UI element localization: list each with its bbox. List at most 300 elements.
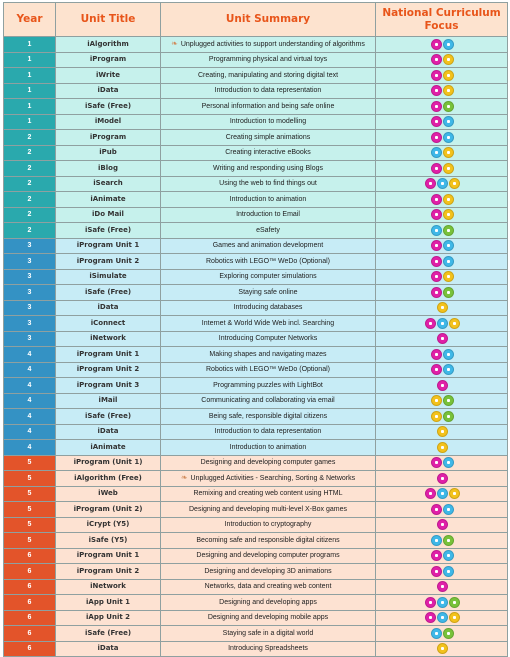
unit-summary-cell: [161, 626, 376, 642]
table-row: [4, 145, 508, 161]
unit-summary-header: Unit Summary: [161, 3, 376, 37]
computer-science-icon: [431, 209, 442, 220]
unit-summary-text: Introduction to modelling: [229, 118, 307, 126]
table-row: [4, 471, 508, 487]
table-row: [4, 52, 508, 68]
unit-summary-cell: [161, 393, 376, 409]
curriculum-table: [3, 2, 508, 657]
year-cell: 6: [4, 610, 56, 626]
unit-summary-cell: [161, 595, 376, 611]
table-row: [4, 626, 508, 642]
unit-title-cell: iWeb: [56, 486, 161, 502]
computer-science-icon: [431, 364, 442, 375]
computer-science-icon: [431, 271, 442, 282]
unit-title-cell: iApp Unit 2: [56, 610, 161, 626]
information-technology-icon: [443, 256, 454, 267]
unit-title-cell: iProgram: [56, 130, 161, 146]
computer-science-icon: [431, 240, 442, 251]
unit-summary-text: Exploring computer simulations: [219, 273, 317, 281]
information-technology-icon: [443, 457, 454, 468]
unit-title-cell: iBlog: [56, 161, 161, 177]
curriculum-focus-header: National Curriculum Focus: [376, 3, 508, 37]
unit-summary-text: Programming puzzles with LightBot: [213, 381, 323, 389]
unit-summary-text: Programming physical and virtual toys: [208, 56, 328, 64]
unit-summary-cell: [161, 316, 376, 332]
curriculum-focus-cell: [376, 564, 508, 580]
esafety-icon: [443, 101, 454, 112]
unit-summary-cell: [161, 285, 376, 301]
digital-literacy-icon: [437, 426, 448, 437]
unit-summary-text: Becoming safe and responsible digital citizens: [196, 536, 340, 544]
table-row: [4, 130, 508, 146]
unit-summary-cell: [161, 347, 376, 363]
unit-summary-text: Introduction to animation: [229, 195, 307, 203]
year-cell: 5: [4, 455, 56, 471]
table-row: [4, 269, 508, 285]
information-technology-icon: [443, 116, 454, 127]
curriculum-focus-cell: [376, 393, 508, 409]
table-row: [4, 579, 508, 595]
unit-title-cell: iData: [56, 424, 161, 440]
computer-science-icon: [431, 504, 442, 515]
unit-summary-text: Creating, manipulating and storing digital text: [197, 71, 339, 79]
computer-science-icon: [425, 318, 436, 329]
digital-literacy-icon: [443, 163, 454, 174]
unit-title-cell: iModel: [56, 114, 161, 130]
digital-literacy-icon: [449, 488, 460, 499]
table-row: [4, 486, 508, 502]
computer-science-icon: [431, 132, 442, 143]
unit-title-cell: iCrypt (Y5): [56, 517, 161, 533]
curriculum-focus-cell: [376, 424, 508, 440]
digital-literacy-icon: [443, 147, 454, 158]
curriculum-focus-cell: [376, 347, 508, 363]
esafety-icon: [449, 597, 460, 608]
unit-summary-text: Designing and developing computer games: [200, 459, 336, 467]
curriculum-focus-cell: [376, 409, 508, 425]
year-cell: 6: [4, 626, 56, 642]
unit-title-cell: iProgram (Unit 2): [56, 502, 161, 518]
year-cell: 1: [4, 83, 56, 99]
computer-science-icon: [431, 457, 442, 468]
unit-summary-text: Personal information and being safe online: [201, 102, 335, 110]
unit-summary-text: Unplugged Activities - Searching, Sorting & Networks: [190, 474, 356, 482]
unit-summary-text: Designing and developing 3D animations: [204, 567, 332, 575]
curriculum-focus-cell: [376, 455, 508, 471]
table-row: [4, 533, 508, 549]
unit-title-cell: iConnect: [56, 316, 161, 332]
unit-summary-cell: [161, 409, 376, 425]
unit-summary-cell: [161, 269, 376, 285]
unit-summary-cell: [161, 610, 376, 626]
curriculum-focus-cell: [376, 223, 508, 239]
year-cell: 2: [4, 130, 56, 146]
unit-summary-text: Networks, data and creating web content: [204, 583, 332, 591]
computer-science-icon: [431, 163, 442, 174]
unit-summary-text: Writing and responding using Blogs: [213, 164, 323, 172]
year-cell: 6: [4, 595, 56, 611]
esafety-icon: [443, 395, 454, 406]
computer-science-icon: [437, 333, 448, 344]
curriculum-focus-cell: [376, 192, 508, 208]
table-row: [4, 409, 508, 425]
curriculum-focus-cell: [376, 378, 508, 394]
computer-science-icon: [431, 85, 442, 96]
unit-title-cell: iAnimate: [56, 440, 161, 456]
unit-title-cell: iSafe (Free): [56, 99, 161, 115]
unit-summary-cell: [161, 192, 376, 208]
table-row: [4, 424, 508, 440]
unit-title-cell: iMail: [56, 393, 161, 409]
unit-summary-cell: [161, 564, 376, 580]
curriculum-focus-cell: [376, 316, 508, 332]
computer-science-icon: [437, 473, 448, 484]
unit-title-cell: iDo Mail: [56, 207, 161, 223]
computer-science-icon: [425, 178, 436, 189]
unit-title-cell: iSafe (Free): [56, 409, 161, 425]
curriculum-focus-cell: [376, 37, 508, 53]
table-body: [4, 37, 508, 657]
table-row: [4, 362, 508, 378]
digital-literacy-icon: [437, 302, 448, 313]
digital-literacy-icon: [449, 318, 460, 329]
unit-title-cell: iSafe (Free): [56, 626, 161, 642]
unit-summary-text: Creating interactive eBooks: [225, 149, 311, 157]
unit-summary-cell: [161, 533, 376, 549]
table-row: [4, 455, 508, 471]
year-cell: 5: [4, 533, 56, 549]
unit-title-cell: iProgram Unit 1: [56, 238, 161, 254]
information-technology-icon: [437, 488, 448, 499]
curriculum-focus-cell: [376, 254, 508, 270]
unit-summary-cell: [161, 300, 376, 316]
unit-summary-text: Remixing and creating web content using HTML: [193, 490, 343, 498]
digital-literacy-icon: [431, 395, 442, 406]
information-technology-icon: [443, 364, 454, 375]
information-technology-icon: [443, 349, 454, 360]
curriculum-focus-cell: [376, 517, 508, 533]
information-technology-icon: [443, 550, 454, 561]
curriculum-focus-cell: [376, 471, 508, 487]
information-technology-icon: [443, 504, 454, 515]
year-cell: 5: [4, 517, 56, 533]
computer-science-icon: [437, 581, 448, 592]
table-row: [4, 37, 508, 53]
information-technology-icon: [437, 612, 448, 623]
table-row: [4, 192, 508, 208]
unit-summary-text: Designing and developing computer programs: [196, 552, 340, 560]
unit-title-cell: iAlgorithm (Free): [56, 471, 161, 487]
year-cell: 6: [4, 564, 56, 580]
header-row: [4, 3, 508, 37]
information-technology-icon: [443, 39, 454, 50]
table-row: [4, 176, 508, 192]
unit-summary-cell: [161, 114, 376, 130]
unit-summary-text: Staying safe in a digital world: [222, 629, 314, 637]
unit-summary-cell: [161, 579, 376, 595]
unit-title-cell: iData: [56, 641, 161, 657]
unit-title-cell: iSafe (Free): [56, 285, 161, 301]
curriculum-focus-cell: [376, 610, 508, 626]
unit-summary-cell: [161, 238, 376, 254]
unit-title-cell: iPub: [56, 145, 161, 161]
table-row: [4, 517, 508, 533]
unit-title-cell: iProgram Unit 2: [56, 254, 161, 270]
unit-summary-cell: [161, 145, 376, 161]
computer-science-icon: [437, 519, 448, 530]
unplugged-leaf-icon: ❧: [180, 472, 188, 482]
unit-summary-cell: [161, 161, 376, 177]
curriculum-focus-cell: [376, 161, 508, 177]
year-cell: 2: [4, 145, 56, 161]
unit-title-cell: iApp Unit 1: [56, 595, 161, 611]
unit-summary-text: Designing and developing mobile apps: [207, 614, 329, 622]
curriculum-focus-cell: [376, 440, 508, 456]
unit-title-cell: iNetwork: [56, 579, 161, 595]
unit-summary-text: Creating simple animations: [225, 133, 311, 141]
unit-title-cell: iAlgorithm: [56, 37, 161, 53]
unit-summary-cell: [161, 486, 376, 502]
digital-literacy-icon: [449, 178, 460, 189]
computer-science-icon: [431, 287, 442, 298]
table-row: [4, 378, 508, 394]
unit-summary-text: Introducing Spreadsheets: [228, 645, 308, 653]
year-cell: 2: [4, 161, 56, 177]
year-cell: 4: [4, 424, 56, 440]
digital-literacy-icon: [443, 70, 454, 81]
unit-title-cell: iProgram Unit 1: [56, 347, 161, 363]
year-cell: 1: [4, 37, 56, 53]
curriculum-focus-cell: [376, 548, 508, 564]
unplugged-leaf-icon: ❧: [171, 38, 178, 48]
unit-title-cell: iProgram: [56, 52, 161, 68]
table-row: [4, 83, 508, 99]
unit-summary-cell: [161, 517, 376, 533]
unit-summary-text: Introduction to cryptography: [224, 521, 312, 529]
unit-summary-text: Games and animation development: [212, 242, 324, 250]
table-row: [4, 595, 508, 611]
unit-summary-text: Robotics with LEGO™ WeDo (Optional): [206, 257, 330, 265]
computer-science-icon: [431, 116, 442, 127]
table-row: [4, 114, 508, 130]
unit-summary-text: Introduction to data representation: [214, 428, 322, 436]
unit-title-cell: iProgram (Unit 1): [56, 455, 161, 471]
curriculum-focus-cell: [376, 269, 508, 285]
curriculum-focus-cell: [376, 207, 508, 223]
curriculum-focus-cell: [376, 145, 508, 161]
year-cell: 3: [4, 254, 56, 270]
unit-summary-cell: [161, 52, 376, 68]
year-cell: 3: [4, 238, 56, 254]
unit-title-cell: iProgram Unit 3: [56, 378, 161, 394]
year-cell: 2: [4, 207, 56, 223]
unit-summary-cell: [161, 471, 376, 487]
unit-summary-cell: [161, 378, 376, 394]
year-cell: 5: [4, 471, 56, 487]
year-cell: 1: [4, 52, 56, 68]
table-row: [4, 502, 508, 518]
esafety-icon: [443, 225, 454, 236]
unit-summary-text: Designing and developing apps: [219, 598, 317, 606]
table-row: [4, 393, 508, 409]
unit-title-cell: iWrite: [56, 68, 161, 84]
unit-summary-text: Using the web to find things out: [219, 180, 317, 188]
curriculum-focus-cell: [376, 176, 508, 192]
unit-title-cell: iProgram Unit 1: [56, 548, 161, 564]
year-cell: 4: [4, 362, 56, 378]
digital-literacy-icon: [443, 54, 454, 65]
computer-science-icon: [431, 70, 442, 81]
year-cell: 6: [4, 548, 56, 564]
unit-summary-cell: [161, 455, 376, 471]
information-technology-icon: [443, 566, 454, 577]
unit-summary-text: Designing and developing multi-level X-Box games: [189, 505, 347, 513]
computer-science-icon: [431, 39, 442, 50]
year-cell: 3: [4, 316, 56, 332]
table-row: [4, 610, 508, 626]
year-cell: 5: [4, 502, 56, 518]
curriculum-focus-cell: [376, 285, 508, 301]
year-cell: 4: [4, 378, 56, 394]
curriculum-focus-cell: [376, 331, 508, 347]
unit-summary-text: Introducing databases: [233, 304, 303, 312]
unit-summary-cell: [161, 440, 376, 456]
esafety-icon: [443, 411, 454, 422]
unit-summary-text: Introduction to data representation: [214, 87, 322, 95]
year-cell: 1: [4, 114, 56, 130]
information-technology-icon: [431, 147, 442, 158]
table-row: [4, 347, 508, 363]
unit-title-cell: iSafe (Y5): [56, 533, 161, 549]
year-cell: 1: [4, 68, 56, 84]
table-row: [4, 223, 508, 239]
unit-title-cell: iData: [56, 83, 161, 99]
information-technology-icon: [431, 225, 442, 236]
year-cell: 4: [4, 440, 56, 456]
curriculum-focus-cell: [376, 114, 508, 130]
unit-summary-text: Being safe, responsible digital citizens: [208, 412, 328, 420]
unit-title-cell: iNetwork: [56, 331, 161, 347]
table-row: [4, 68, 508, 84]
digital-literacy-icon: [437, 442, 448, 453]
unit-summary-text: Making shapes and navigating mazes: [209, 350, 327, 358]
curriculum-focus-cell: [376, 130, 508, 146]
year-cell: 6: [4, 579, 56, 595]
year-cell: 2: [4, 223, 56, 239]
table-row: [4, 238, 508, 254]
unit-summary-cell: [161, 362, 376, 378]
year-cell: 3: [4, 331, 56, 347]
esafety-icon: [443, 535, 454, 546]
unit-summary-cell: [161, 254, 376, 270]
year-cell: 5: [4, 486, 56, 502]
curriculum-focus-cell: [376, 99, 508, 115]
year-cell: 4: [4, 409, 56, 425]
computer-science-icon: [431, 566, 442, 577]
table-row: [4, 161, 508, 177]
unit-title-header: Unit Title: [56, 3, 161, 37]
year-cell: 3: [4, 269, 56, 285]
information-technology-icon: [437, 597, 448, 608]
esafety-icon: [443, 287, 454, 298]
year-cell: 2: [4, 176, 56, 192]
unit-summary-cell: [161, 207, 376, 223]
unit-summary-cell: [161, 37, 376, 53]
unit-summary-cell: [161, 331, 376, 347]
computer-science-icon: [431, 550, 442, 561]
unit-summary-text: eSafety: [256, 226, 280, 234]
unit-summary-cell: [161, 83, 376, 99]
unit-summary-cell: [161, 176, 376, 192]
digital-literacy-icon: [443, 194, 454, 205]
unit-summary-cell: [161, 99, 376, 115]
computer-science-icon: [431, 54, 442, 65]
unit-title-cell: iSimulate: [56, 269, 161, 285]
table-row: [4, 331, 508, 347]
curriculum-focus-cell: [376, 486, 508, 502]
digital-literacy-icon: [443, 271, 454, 282]
information-technology-icon: [431, 628, 442, 639]
table-row: [4, 440, 508, 456]
year-cell: 3: [4, 285, 56, 301]
unit-summary-text: Unplugged activities to support understanding of algorithms: [180, 40, 365, 48]
curriculum-focus-cell: [376, 238, 508, 254]
unit-title-cell: iData: [56, 300, 161, 316]
information-technology-icon: [437, 318, 448, 329]
digital-literacy-icon: [443, 85, 454, 96]
year-cell: 2: [4, 192, 56, 208]
computer-science-icon: [425, 597, 436, 608]
unit-summary-cell: [161, 502, 376, 518]
unit-summary-text: Introduction to Email: [236, 211, 300, 219]
information-technology-icon: [431, 535, 442, 546]
curriculum-focus-cell: [376, 626, 508, 642]
table-row: [4, 316, 508, 332]
table-row: [4, 254, 508, 270]
table-row: [4, 207, 508, 223]
curriculum-focus-cell: [376, 300, 508, 316]
unit-summary-cell: [161, 130, 376, 146]
curriculum-focus-cell: [376, 595, 508, 611]
unit-summary-text: Communicating and collaborating via email: [201, 397, 335, 405]
esafety-icon: [443, 628, 454, 639]
unit-title-cell: iProgram Unit 2: [56, 362, 161, 378]
curriculum-focus-cell: [376, 362, 508, 378]
unit-summary-text: Robotics with LEGO™ WeDo (Optional): [206, 366, 330, 374]
computer-science-icon: [425, 488, 436, 499]
unit-summary-text: Introduction to animation: [229, 443, 307, 451]
curriculum-focus-cell: [376, 579, 508, 595]
table-row: [4, 548, 508, 564]
unit-summary-text: Introducing Computer Networks: [218, 335, 318, 343]
computer-science-icon: [431, 256, 442, 267]
unit-title-cell: iProgram Unit 2: [56, 564, 161, 580]
unit-summary-text: Internet & World Wide Web incl. Searching: [201, 319, 335, 327]
curriculum-focus-cell: [376, 533, 508, 549]
digital-literacy-icon: [449, 612, 460, 623]
computer-science-icon: [431, 101, 442, 112]
year-header: Year: [4, 3, 56, 37]
unit-title-cell: iSafe (Free): [56, 223, 161, 239]
unit-summary-cell: [161, 424, 376, 440]
computer-science-icon: [431, 194, 442, 205]
unit-summary-cell: [161, 548, 376, 564]
year-cell: 3: [4, 300, 56, 316]
curriculum-focus-cell: [376, 502, 508, 518]
year-cell: 4: [4, 393, 56, 409]
unit-title-cell: iAnimate: [56, 192, 161, 208]
computer-science-icon: [425, 612, 436, 623]
